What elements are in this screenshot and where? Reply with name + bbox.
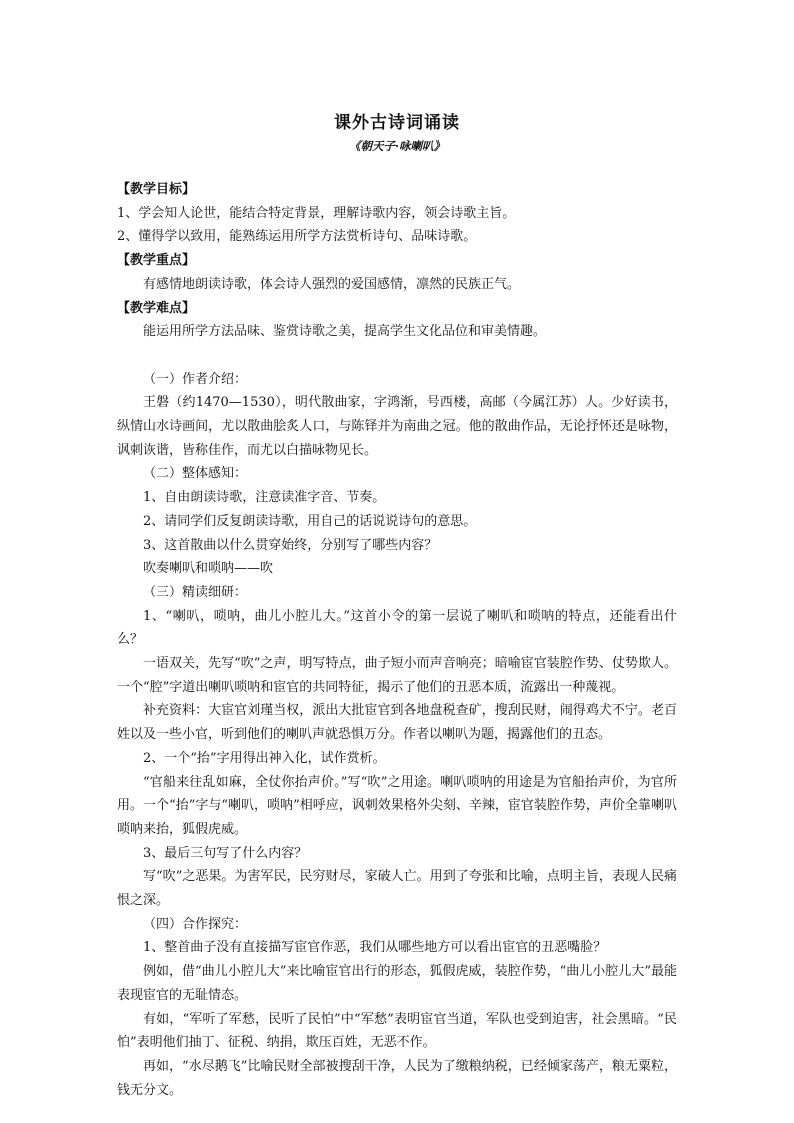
paragraph: 2、请同学们反复朗读诗歌，用自己的话说说诗句的意思。	[143, 513, 477, 529]
paragraph: 写“吹”之恶果。为害军民，民穷财尽，家破人亡。用到了夸张和比喻，点明主旨，表现人民痛恨之深。	[117, 869, 677, 909]
blank-line	[117, 344, 677, 368]
paragraph: 一语双关，先写“吹”之声，明写特点，曲子短小而声音响亮；暗喻宦官装腔作势、仗势欺人。一个“腔”字道出喇叭唢呐和宦官的共同特征，揭示了他们的丑恶本质，流露出一种蔑视。	[117, 656, 677, 695]
paragraph: 2、懂得学以致用，能熟练运用所学方法赏析诗句、品味诗歌。	[117, 229, 477, 245]
paragraph: 吹奏喇叭和唢呐——吹	[143, 561, 274, 577]
section-heading: 【教学目标】	[117, 182, 196, 197]
paragraph: 补充资料：大宦官刘瑾当权，派出大批宦官到各地盘税查矿，搜刮民财，闹得鸡犬不宁。老百姓以及一些小官，听到他们的喇叭声就恐惧万分。作者以喇叭为题，揭露他们的丑态。	[117, 703, 677, 743]
paragraph: 1、学会知人论世，能结合特定背景，理解诗歌内容，领会诗歌主旨。	[117, 205, 516, 221]
page-title: 课外古诗词诵读	[334, 113, 460, 133]
paragraph: 1、“喇叭，唢呐，曲儿小腔儿大。”这首小令的第一层说了喇叭和唢呐的特点，还能看出什么？	[117, 608, 677, 648]
paragraph: 能运用所学方法品味、鉴赏诗歌之美，提高学生文化品位和审美情趣。	[143, 324, 547, 340]
section-heading: 【教学重点】	[117, 253, 196, 269]
paragraph: （三）精读细研：	[143, 584, 248, 600]
paragraph: “官船来往乱如麻，全仗你抬声价。”写“吹”之用途。喇叭唢呐的用途是为官船抬声价，为官所用。一个“抬”字与“喇叭，唢呐”相呼应，讽刺效果格外尖刻、辛辣，宦官装腔作势，声价全靠喇叭唢呐来抬，狐假虎威。	[117, 774, 677, 837]
paragraph: 有感情地朗读诗歌，体会诗人强烈的爱国感情，凛然的民族正气。	[143, 276, 521, 292]
paragraph: 有如，“军听了军愁，民听了民怕”中“军愁”表明宦官当道，军队也受到迫害，社会黑暗。“民怕”表明他们抽丁、征税、纳捐，欺压百姓，无恶不作。	[117, 1011, 677, 1051]
poem-title: 《朝天子·咏喇叭》	[348, 139, 445, 153]
paragraph: 1、整首曲子没有直接描写宦官作恶，我们从哪些地方可以看出宦官的丑恶嘴脸？	[143, 940, 607, 956]
paragraph: 例如，借“曲儿小腔儿大”来比喻宦官出行的形态，狐假虎威，装腔作势，“曲儿小腔儿大”最能表现宦官的无耻情态。	[117, 964, 677, 1003]
paragraph: 1、自由朗读诗歌，注意读准字音、节奏。	[143, 490, 386, 506]
paragraph: 再如，“水尽鹅飞”比喻民财全部被搜刮干净，人民为了缴粮纳税，已经倾家荡产，粮无粟粒，钱无分文。	[117, 1059, 677, 1098]
section-heading: 【教学难点】	[117, 300, 196, 316]
paragraph: 2、一个“抬”字用得出神入化，试作赏析。	[143, 750, 386, 766]
paragraph: 3、最后三句写了什么内容？	[143, 845, 308, 861]
paragraph: （一）作者介绍：	[143, 371, 248, 387]
document-body	[117, 178, 677, 1102]
paragraph: 王磐（约1470—1530），明代散曲家，字鸿渐，号西楼，高邮（今属江苏）人。少好读书，纵情山水诗画间，尤以散曲脍炙人口，与陈铎并为南曲之冠。他的散曲作品，无论抒怀还是咏物，讽刺诙谐，皆称佳作，而尤以白描咏物见长。	[117, 395, 677, 458]
paragraph: （二）整体感知：	[143, 466, 248, 482]
paragraph: 3、这首散曲以什么贯穿始终，分别写了哪些内容？	[143, 537, 438, 553]
paragraph: （四）合作探究：	[143, 916, 248, 932]
